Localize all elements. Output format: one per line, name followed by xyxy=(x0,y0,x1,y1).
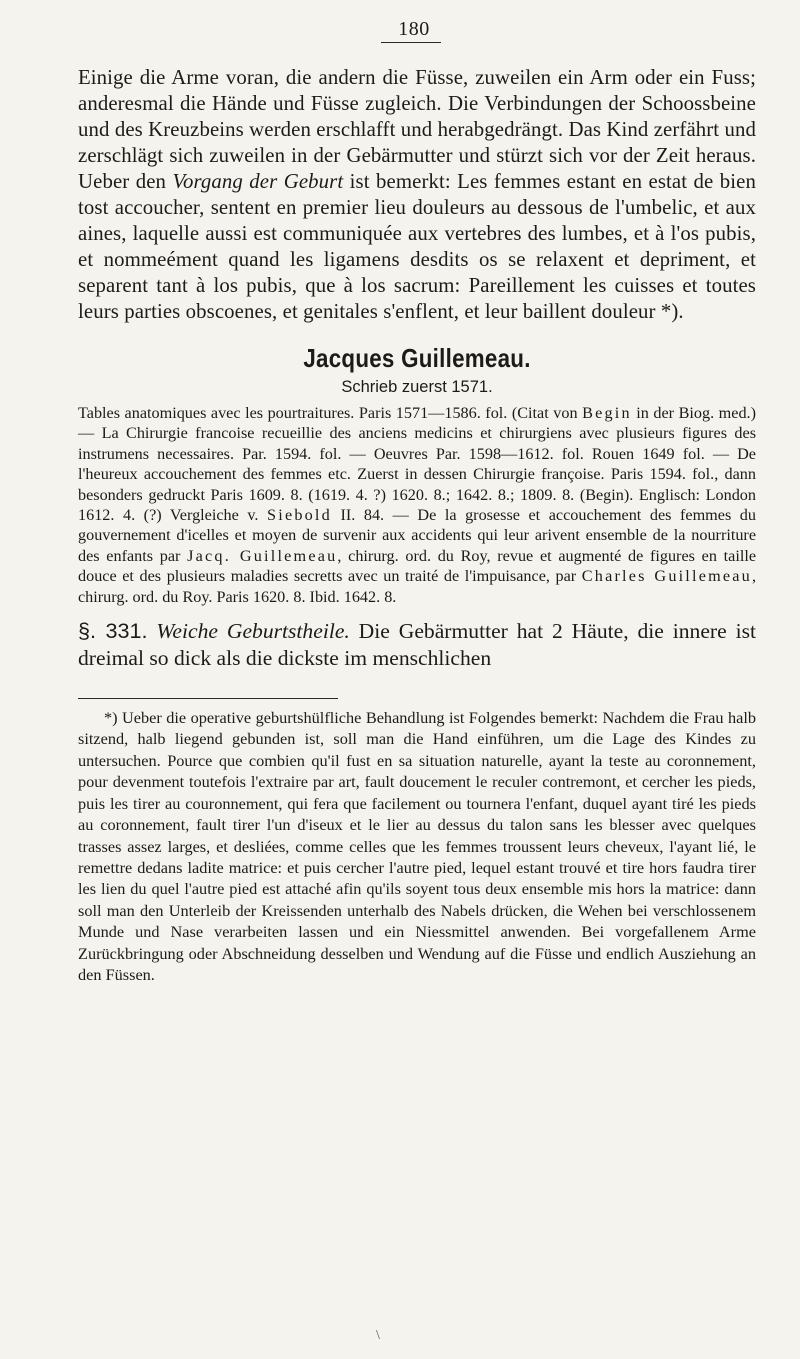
section-paragraph xyxy=(78,617,756,672)
body-text-part-1: Einige die Arme voran, die andern die Füsse, zuweilen ein Arm oder ein Fuss; anderesmal die Hände und Füsse zugleich. Die Verbindungen der Schoossbeine und des Kreuzbeins werden erschlafft und herabgedrängt. Das Kind zerfährt und zerschlägt sich zuweilen in der Gebärmutter und stürzt sich vor der Zeit heraus. Ueber den xyxy=(78,66,756,193)
body-text-part-2: ist bemerkt: Les femmes estant en estat de bien tost accoucher, sentent en premier lieu douleurs au dessous de l'umbelic, et aux aines, laquelle aussi est communiquée aux vertebres des lumbes, et à l'os pubis, et nommeément quand les ligamens desdits os se relaxent et depriment, et separent tant à los pubis, que à los sacrum: Pareillement les cuisses et toutes leurs parties obscoenes, et genitales s'enflent, et leur baillent douleur *). xyxy=(78,170,756,323)
body-text-emphasis: Vorgang der Geburt xyxy=(172,170,344,193)
page-number: 180 xyxy=(398,18,430,40)
biblio-spaced-4: Charles Guillemeau xyxy=(581,567,752,586)
footnote-divider xyxy=(78,698,338,699)
footnote: *) Ueber die operative geburtshülfliche Behandlung ist Folgendes bemerkt: Nachdem die Frau halb sitzend, halb liegend gebunden ist, soll man die Hand einführen, um die Lage des Kindes zu untersuchen. Pource que combien qu'il fust en sa situation naturelle, ayant la teste au coronnement, pour devenment toutefois l'extraire par art, fault doucement le reculer contremont, et cercher les pieds, puis les tirer au couronnement, qui fera que facilement ou tournera l'enfant, duquel ayant tiré les pieds au coronnement, fault tirer l'un d'iseux et le lier au dessus du talon sans les blesser avec quelques trasses assez larges, et desliées, comme celles que les femmes troussent leurs cheveux, l'ayant lié, le remettre dedans ladite matrice: et puis cercher l'autre pied, lequel estant trouvé et tire hors faudra tirer les lien du quel l'autre pied est attaché afin qu'ils soyent tous deux ensemble mis hors la matrice: dann soll man den Unterleib der Kreissenden unterhalb des Nabels drücken, die Wehen bei verschlossenem Munde und Nase verarbeiten lassen und ein Niessmittel anwenden. Bei vorgefallenem Arme Zurückbringung oder Abschneidung desselben und Wendung auf die Füsse und endlich Ausziehung an den Füssen. xyxy=(78,708,756,984)
biblio-text-3: II. 84. — De la grosesse et accouchement des femmes du gouvernement d'icelles et moyen de survenir aux accidents qui leur arivent ensemble de la nourriture des enfants par xyxy=(78,506,756,565)
biblio-text-5: , chirurg. ord. du Roy. Paris 1620. 8. Ibid. 1642. 8. xyxy=(78,567,756,606)
section-number: §. 331. xyxy=(78,618,148,644)
author-heading: Jacques Guillemeau. xyxy=(303,343,531,373)
biblio-text-4: , chirurg. ord. du Roy, revue et augmenté de figures en taille douce et des plusieurs maladies secretts avec un traité de l'impuisance, par xyxy=(78,546,756,586)
section-text: Die Gebärmutter hat 2 Häute, die innere ist dreimal so dick als die dickste im menschlichen xyxy=(78,619,756,671)
bibliography-paragraph xyxy=(78,403,756,607)
bottom-mark: \ xyxy=(376,1328,380,1343)
biblio-text-2: in der Biog. med.) — La Chirurgie francoise recueillie des anciens medicins et chirurgiens avec plusieurs figures des instrumens necessaires. Par. 1594. fol. — Oeuvres Par. 1598—1612. fol. Rouen 1649 fol. — De l'heureux accouchement des femmes etc. Zuerst in dessen Chirurgie françoise. Paris 1594. fol., dann besonders gedruckt Paris 1609. 8. (1619. 4. ?) 1620. 8.; 1642. 8.; 1809. 8. (Begin). Englisch: London 1612. 4. (?) Vergleiche v. xyxy=(78,404,756,525)
biblio-spaced-2: Siebold xyxy=(267,506,332,525)
body-paragraph xyxy=(78,65,756,325)
section-title: Weiche Geburtstheile. xyxy=(156,619,350,644)
biblio-spaced-1: Begin xyxy=(582,404,632,422)
biblio-spaced-3: Jacq. Guillemeau xyxy=(187,546,338,565)
biblio-text-1: Tables anatomiques avec les pourtraitures. Paris 1571—1586. fol. (Citat von xyxy=(78,404,583,422)
author-subline: Schrieb zuerst 1571. xyxy=(341,378,493,396)
page-number-underline xyxy=(381,42,441,43)
